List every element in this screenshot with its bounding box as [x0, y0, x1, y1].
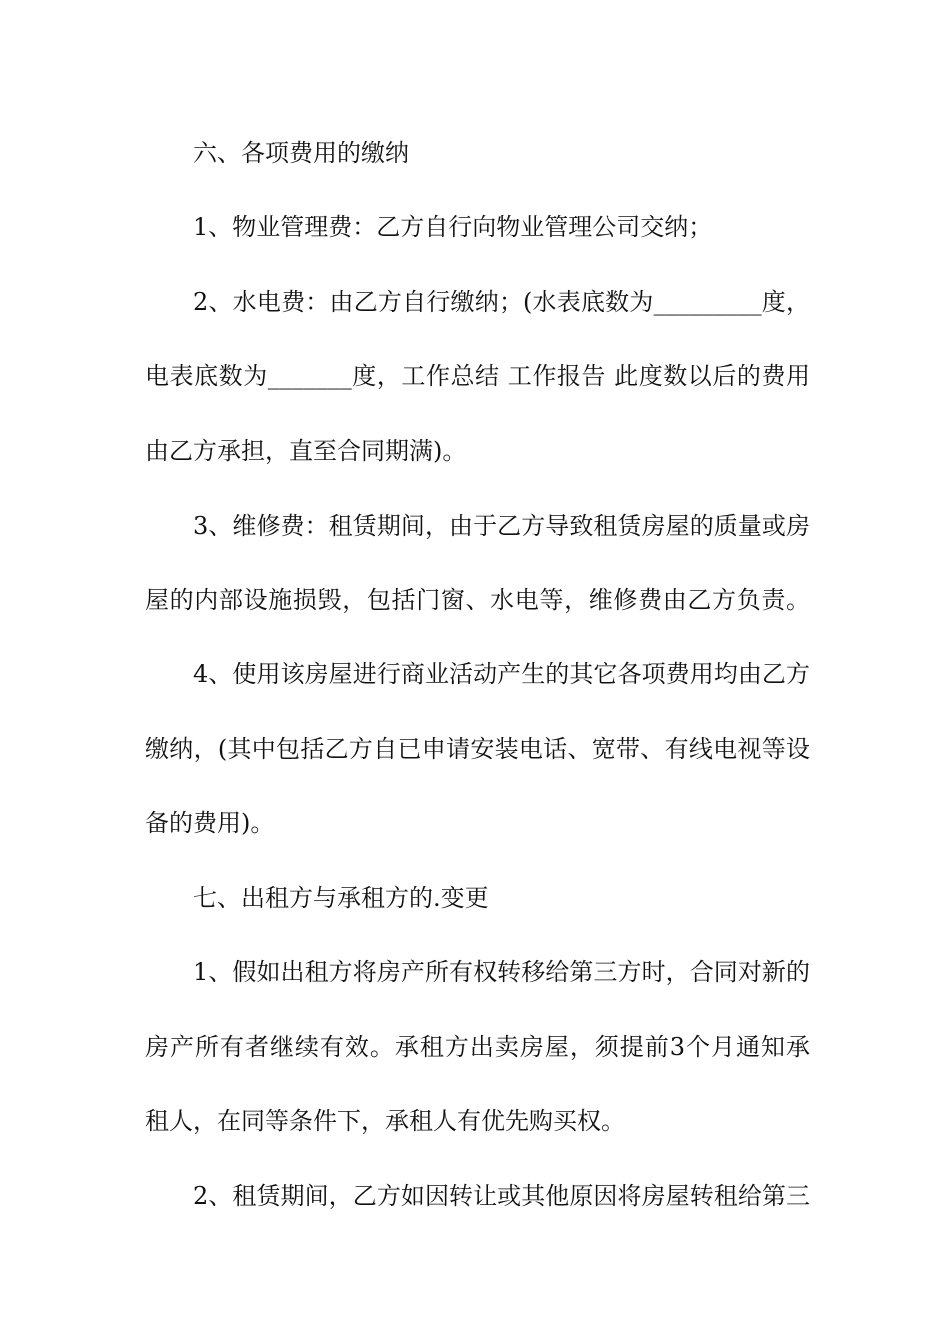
fee-item-commercial-line-3: 备的费用)。	[145, 809, 275, 837]
fee-item-utilities-line-2: 电表底数为_______度，工作总结 工作报告 此度数以后的费用	[145, 362, 810, 390]
fee-item-repair-line-1: 3、维修费：租赁期间，由于乙方导致租赁房屋的质量或房	[193, 512, 810, 540]
fee-item-commercial-line-1: 4、使用该房屋进行商业活动产生的其它各项费用均由乙方	[193, 660, 810, 688]
fee-item-utilities-line-1: 2、水电费：由乙方自行缴纳；(水表底数为_________度，	[193, 288, 810, 316]
fee-item-repair-line-2: 屋的内部设施损毁，包括门窗、水电等，维修费由乙方负责。	[145, 586, 810, 614]
change-item-1-line-2: 房产所有者继续有效。承租方出卖房屋，须提前3个月通知承	[145, 1033, 810, 1061]
change-item-1-line-1: 1、假如出租方将房产所有权转移给第三方时，合同对新的	[193, 958, 810, 986]
fee-item-commercial-line-2: 缴纳，(其中包括乙方自已申请安装电话、宽带、有线电视等设	[145, 735, 810, 763]
section-heading-fees: 六、各项费用的缴纳	[193, 139, 409, 167]
change-item-1-line-3: 租人，在同等条件下，承租人有优先购买权。	[145, 1107, 625, 1135]
change-item-2-line-1: 2、租赁期间，乙方如因转让或其他原因将房屋转租给第三	[193, 1182, 810, 1210]
section-heading-change: 七、出租方与承租方的.变更	[193, 884, 489, 912]
fee-item-utilities-line-3: 由乙方承担，直至合同期满)。	[145, 437, 467, 465]
fee-item-property-management: 1、物业管理费：乙方自行向物业管理公司交纳；	[193, 213, 713, 241]
